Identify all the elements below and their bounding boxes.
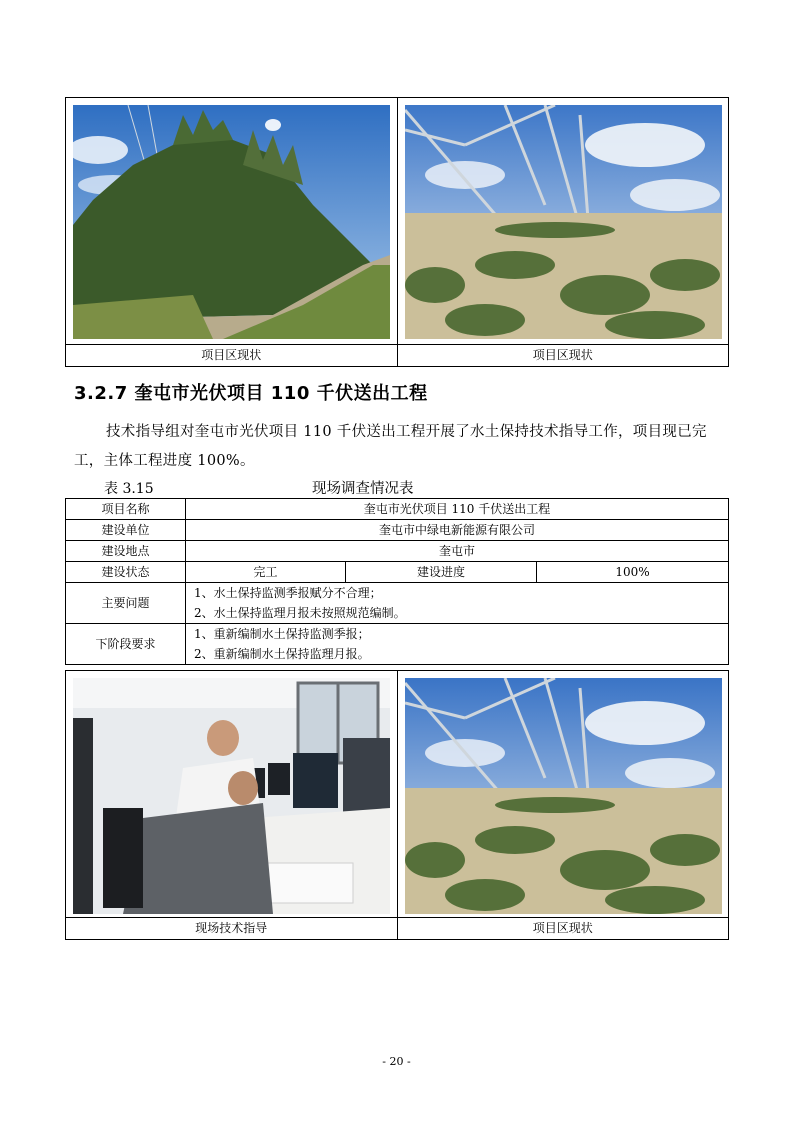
- problem-item-2: 2、水土保持监理月报未按照规范编制。: [194, 606, 406, 620]
- requirement-item-2: 2、重新编制水土保持监理月报。: [194, 647, 370, 661]
- row-location: [66, 541, 729, 562]
- row-project-name: [66, 499, 729, 520]
- value-builder: 奎屯市中绿电新能源有限公司: [186, 520, 729, 541]
- caption-bottom-right: 项目区现状: [397, 918, 729, 940]
- value-problems: [186, 583, 729, 624]
- requirement-item-1: 1、重新编制水土保持监测季报；: [194, 627, 370, 641]
- value-project-name: 奎屯市光伏项目 110 千伏送出工程: [186, 499, 729, 520]
- caption-bottom-left: 现场技术指导: [66, 918, 398, 940]
- row-problems: [66, 583, 729, 624]
- table-title: 现场调查情况表: [312, 481, 414, 497]
- page-number: - 20 -: [382, 1055, 411, 1068]
- section-heading: 3.2.7 奎屯市光伏项目 110 千伏送出工程: [74, 383, 428, 404]
- problem-item-1: 1、水土保持监测季报赋分不合理；: [194, 586, 382, 600]
- label-status: 建设状态: [66, 562, 186, 583]
- table-number: 表 3.15: [104, 481, 154, 497]
- value-requirements: [186, 624, 729, 665]
- label-builder: 建设单位: [66, 520, 186, 541]
- value-location: 奎屯市: [186, 541, 729, 562]
- caption-top-left: 项目区现状: [66, 345, 398, 367]
- label-requirements: 下阶段要求: [66, 624, 186, 665]
- label-location: 建设地点: [66, 541, 186, 562]
- photo-cell-office: [66, 671, 398, 918]
- row-builder: [66, 520, 729, 541]
- photo-cell-trees: [66, 98, 398, 345]
- row-status: [66, 562, 729, 583]
- caption-top-right: 项目区现状: [397, 345, 729, 367]
- section-paragraph: 技术指导组对奎屯市光伏项目 110 千伏送出工程开展了水土保持技术指导工作，项目现已完工，主体工程进度 100%。: [74, 424, 707, 469]
- label-project-name: 项目名称: [66, 499, 186, 520]
- value-status: 完工: [186, 562, 346, 583]
- tower-photo-1: [405, 105, 722, 339]
- photo-cell-tower-1: [397, 98, 729, 345]
- survey-table: [65, 498, 729, 665]
- tower-photo-2: [405, 678, 722, 914]
- top-photo-table: [65, 97, 729, 367]
- label-problems: 主要问题: [66, 583, 186, 624]
- trees-photo: [73, 105, 390, 339]
- label-progress: 建设进度: [346, 562, 537, 583]
- photo-cell-tower-2: [397, 671, 729, 918]
- row-requirements: [66, 624, 729, 665]
- value-progress: 100%: [537, 562, 729, 583]
- bottom-photo-table: [65, 670, 729, 940]
- office-photo: [73, 678, 390, 914]
